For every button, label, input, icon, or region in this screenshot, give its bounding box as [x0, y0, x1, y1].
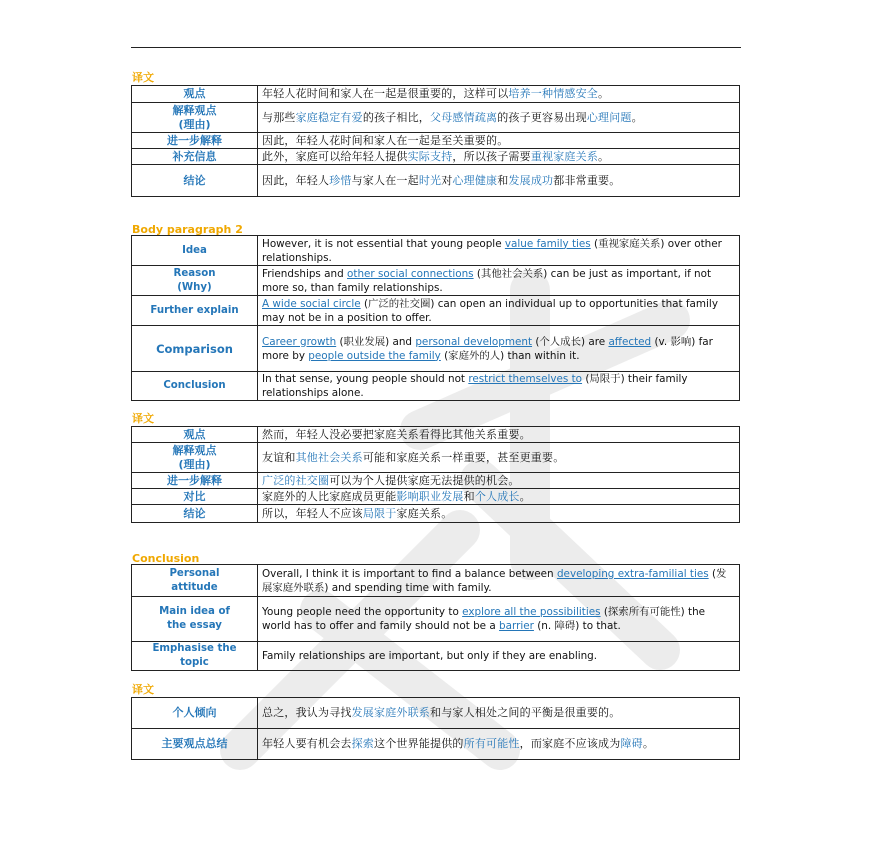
- text-run: 因此，年轻人花时间和家人在一起是至关重要的。: [262, 133, 509, 147]
- row-label-text: Idea: [182, 244, 207, 256]
- row-label: [132, 266, 258, 296]
- row-label-text: 解释观点: [172, 443, 217, 457]
- highlighted-phrase: affected: [608, 335, 652, 348]
- text-run: (其他社会关系) can be just as important, if not more so, than family relationships.: [262, 267, 712, 294]
- highlighted-phrase: 心理健康: [452, 173, 498, 187]
- row-content: [258, 266, 740, 296]
- row-content: [258, 642, 740, 671]
- row-label-text: Emphasise the: [152, 643, 237, 654]
- row-label-text: Main idea of: [159, 606, 230, 617]
- row-label: [132, 165, 258, 197]
- row-content: [258, 326, 740, 372]
- highlighted-phrase: 局限于: [362, 506, 397, 520]
- text-run: (广泛的社交圈) can open an individual up to opportunities that family may not be in a position to offer.: [262, 297, 718, 324]
- row-label-text: 对比: [183, 489, 206, 503]
- text-run: (v. 影响) far more by: [262, 335, 713, 362]
- text-run: In that sense, young people should not: [262, 373, 469, 385]
- row-content: [258, 86, 740, 103]
- row-label-text: Comparison: [156, 341, 233, 356]
- text-run: (探索所有可能性) the world has to offer and family should not be a: [262, 606, 706, 632]
- row-label: [132, 597, 258, 642]
- text-run: 的孩子相比，: [362, 110, 431, 124]
- text-run: 。: [519, 489, 531, 503]
- text-run: 因此，年轻人: [262, 173, 330, 187]
- highlighted-phrase: explore all the possibilities: [462, 606, 601, 618]
- text-run: (个人成长) are: [532, 335, 609, 348]
- text-run: 和与家人相处之间的平衡是很重要的。: [430, 706, 621, 719]
- row-label: [132, 103, 258, 133]
- text-run: 年轻人要有机会去: [262, 737, 352, 750]
- text-run: (重视家庭关系) over other relationships.: [262, 237, 722, 264]
- row-label-text: 个人倾向: [172, 706, 217, 719]
- row-content: [258, 698, 740, 729]
- text-run: 友谊和: [262, 450, 296, 464]
- row-content: [258, 296, 740, 326]
- highlighted-phrase: 珍惜: [329, 173, 352, 187]
- highlighted-phrase: 家庭稳定有爱: [295, 110, 363, 124]
- row-content: [258, 372, 740, 401]
- highlighted-phrase: people outside the family: [308, 349, 441, 362]
- text-run: 。: [631, 110, 643, 124]
- text-run: (发展家庭外联系) and spending time with family.: [262, 567, 727, 594]
- row-label-text: attitude: [171, 581, 218, 593]
- section-label-translation-3: 译文: [132, 683, 154, 696]
- row-content: [258, 489, 740, 505]
- text-run: 然而，年轻人没必要把家庭关系看得比其他关系重要。: [262, 427, 531, 441]
- highlighted-phrase: other social connections: [347, 267, 474, 280]
- highlighted-phrase: 培养一种情感安全: [508, 87, 599, 100]
- section-label-conclusion: Conclusion: [132, 552, 200, 565]
- row-label: [132, 642, 258, 671]
- text-run: Young people need the opportunity to: [262, 606, 463, 618]
- text-run: 与那些: [262, 110, 296, 124]
- text-run: 对: [441, 173, 453, 187]
- row-label-text: Conclusion: [163, 380, 226, 391]
- conclusion-table: [131, 564, 740, 671]
- header-rule: [131, 47, 741, 48]
- row-label: [132, 149, 258, 165]
- text-run: 。: [598, 87, 610, 100]
- row-label: [132, 326, 258, 372]
- highlighted-phrase: 发展家庭外联系: [351, 706, 431, 719]
- text-run: 年轻人花时间和家人在一起是很重要的，这样可以: [262, 87, 509, 100]
- row-label-text: 补充信息: [172, 149, 217, 163]
- row-label-text: 结论: [183, 506, 206, 520]
- text-run: Overall, I think it is important to find a balance between: [262, 567, 557, 580]
- text-run: However, it is not essential that young people: [262, 237, 505, 250]
- row-content: [258, 565, 740, 597]
- highlighted-phrase: 个人成长: [474, 489, 520, 503]
- row-label-text: topic: [180, 657, 209, 668]
- section-label-translation-2: 译文: [132, 412, 154, 425]
- highlighted-phrase: 探索: [351, 737, 375, 750]
- highlighted-phrase: Career growth: [262, 335, 337, 348]
- text-run: 和: [463, 489, 475, 503]
- row-content: [258, 427, 740, 443]
- row-label: [132, 236, 258, 266]
- row-label-text: (Why): [177, 281, 212, 293]
- text-run: 。: [598, 149, 610, 163]
- row-content: [258, 443, 740, 473]
- text-run: 的孩子更容易出现: [497, 110, 587, 124]
- row-label-text: Reason: [173, 267, 216, 279]
- row-content: [258, 597, 740, 642]
- row-label: [132, 473, 258, 489]
- row-label: [132, 133, 258, 149]
- row-label: [132, 729, 258, 760]
- highlighted-phrase: 其他社会关系: [295, 450, 363, 464]
- text-run: 。: [642, 737, 655, 750]
- row-label: [132, 296, 258, 326]
- highlighted-phrase: 心理问题: [586, 110, 632, 124]
- text-run: 所以，年轻人不应该: [262, 506, 363, 520]
- row-content: [258, 729, 740, 760]
- highlighted-phrase: value family ties: [504, 237, 591, 250]
- highlighted-phrase: 时光: [418, 173, 442, 187]
- row-label: [132, 489, 258, 505]
- text-run: 都非常重要。: [553, 173, 621, 187]
- row-label-text: 结论: [183, 173, 206, 187]
- row-label: [132, 698, 258, 729]
- highlighted-phrase: 父母感情疏离: [430, 110, 498, 124]
- row-content: [258, 165, 740, 197]
- text-run: Family relationships are important, but only if they are enabling.: [262, 650, 598, 662]
- row-label-text: (理由): [178, 117, 211, 131]
- text-run: 与家人在一起: [351, 173, 419, 187]
- text-run: (职业发展) and: [336, 335, 416, 348]
- highlighted-phrase: personal development: [415, 335, 533, 348]
- highlighted-phrase: developing extra-familial ties: [556, 567, 709, 580]
- row-label-text: 观点: [183, 427, 206, 441]
- text-run: 家庭外的人比家庭成员更能: [262, 489, 397, 503]
- row-content: [258, 103, 740, 133]
- row-label-text: 解释观点: [172, 103, 217, 117]
- highlighted-phrase: 发展成功: [508, 173, 554, 187]
- row-content: [258, 473, 740, 489]
- text-run: 和: [497, 173, 509, 187]
- text-run: Friendships and: [262, 267, 348, 280]
- text-run: (家庭外的人) than within it.: [440, 349, 580, 362]
- body-paragraph-2-table: [131, 235, 740, 401]
- row-label-text: 观点: [183, 87, 206, 100]
- row-label: [132, 427, 258, 443]
- section-label-body-paragraph-2: Body paragraph 2: [132, 223, 243, 236]
- row-label-text: (理由): [178, 457, 211, 471]
- row-label: [132, 372, 258, 401]
- row-content: [258, 236, 740, 266]
- text-run: (局限于) their family relationships alone.: [262, 373, 688, 399]
- row-label-text: Personal: [169, 567, 220, 579]
- row-label-text: 进一步解释: [167, 473, 222, 487]
- highlighted-phrase: 障碍: [620, 737, 643, 750]
- text-run: 可以为个人提供家庭无法提供的机会。: [329, 473, 520, 487]
- row-label: [132, 86, 258, 103]
- text-run: ，所以孩子需要: [452, 149, 531, 163]
- text-run: 此外，家庭可以给年轻人提供: [262, 149, 408, 163]
- row-label-text: 进一步解释: [167, 133, 222, 147]
- highlighted-phrase: restrict themselves to: [468, 373, 583, 385]
- row-label: [132, 505, 258, 523]
- row-content: [258, 149, 740, 165]
- translation-table-body-1: [131, 85, 740, 197]
- highlighted-phrase: 广泛的社交圈: [262, 473, 330, 487]
- text-run: 可能和家庭关系一样重要，甚至更重要。: [362, 450, 565, 464]
- row-content: [258, 505, 740, 523]
- text-run: 家庭关系。: [396, 506, 453, 520]
- section-label-translation-1: 译文: [132, 71, 154, 84]
- row-label-text: Further explain: [150, 304, 239, 316]
- highlighted-phrase: 实际支持: [407, 149, 453, 163]
- highlighted-phrase: 重视家庭关系: [530, 149, 599, 163]
- row-content: [258, 133, 740, 149]
- text-run: 这个世界能提供的: [374, 737, 464, 750]
- highlighted-phrase: 影响职业发展: [396, 489, 464, 503]
- row-label: [132, 565, 258, 597]
- row-label-text: the essay: [167, 620, 222, 631]
- translation-table-body-2: [131, 426, 740, 523]
- text-run: 总之，我认为寻找: [262, 706, 352, 719]
- highlighted-phrase: 所有可能性: [463, 737, 520, 750]
- highlighted-phrase: barrier: [499, 620, 534, 632]
- text-run: ，而家庭不应该成为: [519, 737, 621, 750]
- row-label-text: 主要观点总结: [161, 737, 228, 750]
- highlighted-phrase: A wide social circle: [262, 297, 361, 310]
- translation-table-conclusion: [131, 697, 740, 760]
- row-label: [132, 443, 258, 473]
- text-run: (n. 障碍) to that.: [533, 620, 621, 632]
